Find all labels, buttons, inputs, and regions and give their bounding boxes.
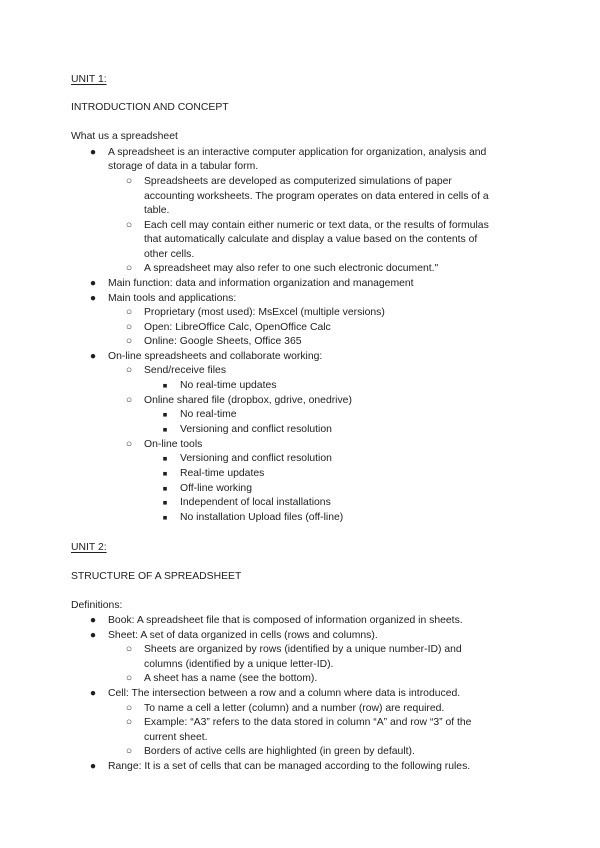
list-item-cont: accounting worksheets. The program operates on data entered in cells of a xyxy=(144,191,489,202)
bullet-circle: ○ xyxy=(125,263,133,274)
list-item: Sheet: A set of data organized in cells (rows and columns). xyxy=(108,630,378,641)
bullet-circle: ○ xyxy=(125,644,133,655)
bullet-disc: ● xyxy=(89,293,97,304)
list-item: Borders of active cells are highlighted (in green by default). xyxy=(144,746,415,757)
unit1-question: What us a spreadsheet xyxy=(71,131,178,142)
list-item: Off-line working xyxy=(180,483,252,494)
bullet-circle: ○ xyxy=(125,322,133,333)
list-item: On-line tools xyxy=(144,439,203,450)
bullet-disc: ● xyxy=(89,630,97,641)
list-item: No real-time updates xyxy=(180,380,277,391)
bullet-disc: ● xyxy=(89,615,97,626)
list-item: A sheet has a name (see the bottom). xyxy=(144,673,318,684)
bullet-disc: ● xyxy=(89,147,97,158)
bullet-circle: ○ xyxy=(125,176,133,187)
unit2-heading: UNIT 2: xyxy=(71,542,107,553)
list-item: Range: It is a set of cells that can be managed according to the following rules. xyxy=(108,761,471,772)
bullet-circle: ○ xyxy=(125,395,133,406)
list-item: Online: Google Sheets, Office 365 xyxy=(144,336,302,347)
list-item: Main tools and applications: xyxy=(108,293,237,304)
list-item: On-line spreadsheets and collaborate working: xyxy=(108,351,323,362)
list-item-cont: that automatically calculate and display a value based on the contents of xyxy=(144,234,478,245)
list-item: Independent of local installations xyxy=(180,497,331,508)
bullet-disc: ● xyxy=(89,688,97,699)
bullet-circle: ○ xyxy=(125,307,133,318)
list-item: Example: “A3” refers to the data stored in column “A” and row “3” of the xyxy=(144,717,472,728)
list-item: A spreadsheet is an interactive computer application for organization, analysis and xyxy=(108,147,487,158)
bullet-square: ■ xyxy=(162,469,168,478)
list-item: Online shared file (dropbox, gdrive, onedrive) xyxy=(144,395,352,406)
bullet-disc: ● xyxy=(89,761,97,772)
bullet-disc: ● xyxy=(89,278,97,289)
bullet-square: ■ xyxy=(162,410,168,419)
bullet-square: ■ xyxy=(162,498,168,507)
unit2-subtitle: STRUCTURE OF A SPREADSHEET xyxy=(71,571,242,582)
bullet-square: ■ xyxy=(162,513,168,522)
list-item-cont: storage of data in a tabular form. xyxy=(108,161,259,172)
list-item-cont: table. xyxy=(144,205,170,216)
list-item: Each cell may contain either numeric or text data, or the results of formulas xyxy=(144,220,489,231)
list-item: Cell: The intersection between a row and a column where data is introduced. xyxy=(108,688,461,699)
bullet-circle: ○ xyxy=(125,703,133,714)
unit2-definitions: Definitions: xyxy=(71,600,123,611)
list-item: Book: A spreadsheet file that is composed of information organized in sheets. xyxy=(108,615,463,626)
bullet-square: ■ xyxy=(162,454,168,463)
list-item: A spreadsheet may also refer to one such electronic document." xyxy=(144,263,439,274)
list-item-cont: columns (identified by a unique letter-ID). xyxy=(144,659,334,670)
bullet-circle: ○ xyxy=(125,673,133,684)
bullet-circle: ○ xyxy=(125,439,133,450)
bullet-square: ■ xyxy=(162,484,168,493)
bullet-circle: ○ xyxy=(125,365,133,376)
list-item: No real-time xyxy=(180,409,237,420)
list-item: Send/receive files xyxy=(144,365,227,376)
bullet-disc: ● xyxy=(89,351,97,362)
list-item: Proprietary (most used): MsExcel (multiple versions) xyxy=(144,307,385,318)
list-item: Main function: data and information organization and management xyxy=(108,278,414,289)
unit1-subtitle: INTRODUCTION AND CONCEPT xyxy=(71,102,229,113)
list-item: Versioning and conflict resolution xyxy=(180,453,332,464)
list-item-cont: other cells. xyxy=(144,249,195,260)
list-item: No installation Upload files (off-line) xyxy=(180,512,344,523)
unit1-heading: UNIT 1: xyxy=(71,74,107,85)
list-item: Sheets are organized by rows (identified by a unique number-ID) and xyxy=(144,644,462,655)
list-item: Open: LibreOffice Calc, OpenOffice Calc xyxy=(144,322,331,333)
list-item: Spreadsheets are developed as computerized simulations of paper xyxy=(144,176,452,187)
bullet-circle: ○ xyxy=(125,220,133,231)
list-item: To name a cell a letter (column) and a number (row) are required. xyxy=(144,703,445,714)
bullet-circle: ○ xyxy=(125,746,133,757)
list-item: Real-time updates xyxy=(180,468,265,479)
bullet-circle: ○ xyxy=(125,336,133,347)
bullet-square: ■ xyxy=(162,381,168,390)
bullet-circle: ○ xyxy=(125,717,133,728)
bullet-square: ■ xyxy=(162,425,168,434)
list-item: Versioning and conflict resolution xyxy=(180,424,332,435)
list-item-cont: current sheet. xyxy=(144,732,208,743)
